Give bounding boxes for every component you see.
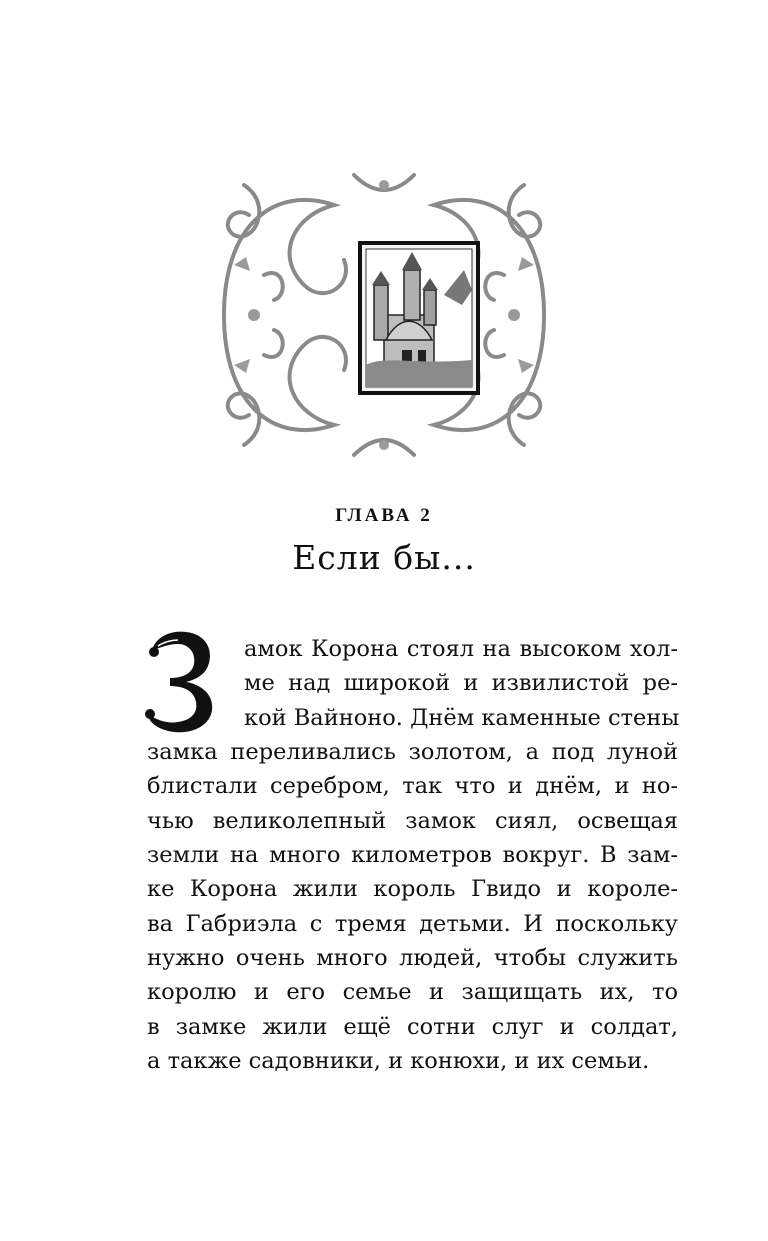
text-line: ме над широкой и извилистой ре- (244, 670, 678, 696)
text-line: нужно очень много людей, чтобы служить (147, 945, 678, 971)
chapter-ornament (214, 165, 554, 465)
chapter-number: ГЛАВА 2 (335, 505, 433, 526)
text-line: в замке жили ещё сотни слуг и солдат, (147, 1014, 678, 1040)
text-line: ке Корона жили король Гвидо и короле- (147, 876, 678, 902)
chapter-title: Если бы... (292, 538, 476, 577)
decorative-dropcap-icon (142, 628, 218, 736)
text-line: земли на много километров вокруг. В зам- (147, 842, 678, 868)
text-line: королю и его семье и защищать их, то (147, 979, 678, 1005)
text-line: кой Вайноно. Днём каменные стены (244, 705, 680, 731)
castle-illustration-icon (360, 243, 478, 393)
text-line: а также садовники, и конюхи, и их семьи. (147, 1048, 650, 1074)
text-line: ва Габриэла с тремя детьми. И поскольку (147, 911, 678, 937)
text-line: замка переливались золотом, а под луной (147, 739, 678, 765)
text-line: чью великолепный замок сиял, освещая (147, 808, 678, 834)
text-line: блистали серебром, так что и днём, и но- (147, 773, 678, 799)
text-line: амок Корона стоял на высоком хол- (244, 636, 678, 662)
